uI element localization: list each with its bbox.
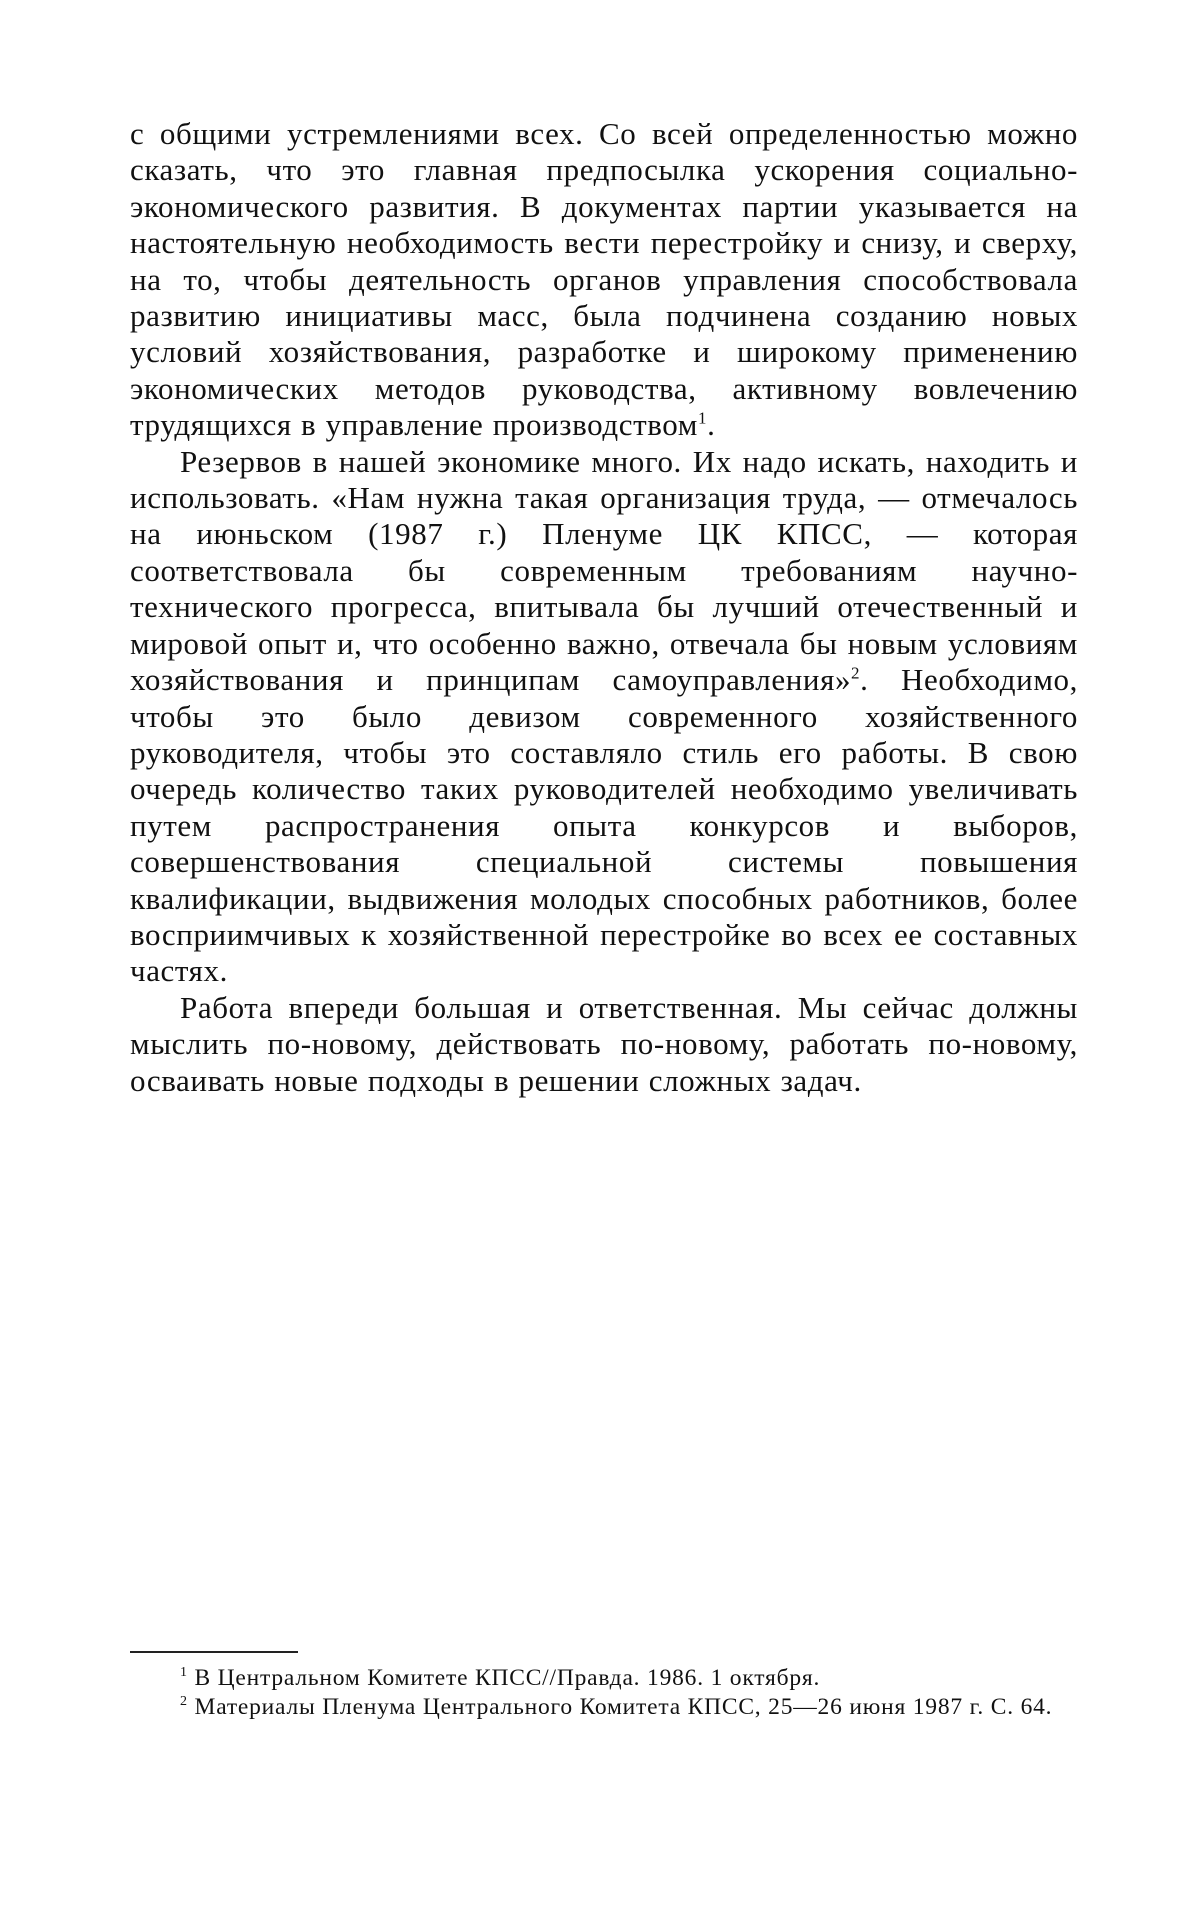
paragraph-2-text-b: . Необходимо, чтобы это было девизом современного хозяйственного руководителя, чтобы это составляло стиль его работы. В свою очередь количество таких руководителей необходимо увеличивать путем распространения опыта конкурсов и выборов, совершенствования специальной системы повышения квалификации, выдвижения молодых способных работников, более восприимчивых к хозяйственной перестройке во всех ее составных частях. [130, 662, 1078, 989]
paragraph-2-text-a: Резервов в нашей экономике много. Их надо искать, находить и использовать. «Нам нужна такая организация труда, — отмечалось на июньском (1987 г.) Пленуме ЦК КПСС, — которая соответствовала бы современным требованиям научно-технического прогресса, впитывала бы лучший отечественный и мировой опыт и, что особенно важно, отвечала бы новым условиям хозяйствования и принципам самоуправления» [130, 443, 1078, 698]
footnote-marker-2: 2 [180, 1694, 188, 1710]
footnote-1 [130, 1664, 1078, 1693]
paragraph-3 [130, 990, 1078, 1099]
footnote-marker-1: 1 [180, 1665, 188, 1681]
footnote-1-text: В Центральном Комитете КПСС//Правда. 1986. 1 октября. [194, 1665, 821, 1691]
paragraph-3-text: Работа впереди большая и ответственная. Мы сейчас должны мыслить по-новому, действовать по-новому, работать по-новому, осваивать новые подходы в решении сложных задач. [130, 989, 1078, 1098]
footnote-ref-2: 2 [851, 663, 861, 683]
paragraph-2 [130, 444, 1078, 990]
paragraph-1-text-a: с общими устремлениями всех. Со всей определенностью можно сказать, что это главная предпосылка ускорения социально-экономического развития. В документах партии указывается на настоятельную необходимость вести перестройку и снизу, и сверху, на то, чтобы деятельность органов управления способствовала развитию инициативы масс, была подчинена созданию новых условий хозяйствования, разработке и широкому применению экономических методов руководства, активному вовлечению трудящихся в управление производством [130, 116, 1078, 443]
footnote-2 [130, 1693, 1078, 1722]
footnote-divider [130, 1651, 298, 1653]
footnotes [130, 1664, 1078, 1722]
paragraph-1 [130, 116, 1078, 444]
paragraph-1-text-b: . [707, 407, 716, 443]
footnote-2-text: Материалы Пленума Центрального Комитета КПСС, 25—26 июня 1987 г. С. 64. [194, 1694, 1053, 1720]
footnote-ref-1: 1 [698, 408, 708, 428]
main-text [130, 116, 1078, 1099]
